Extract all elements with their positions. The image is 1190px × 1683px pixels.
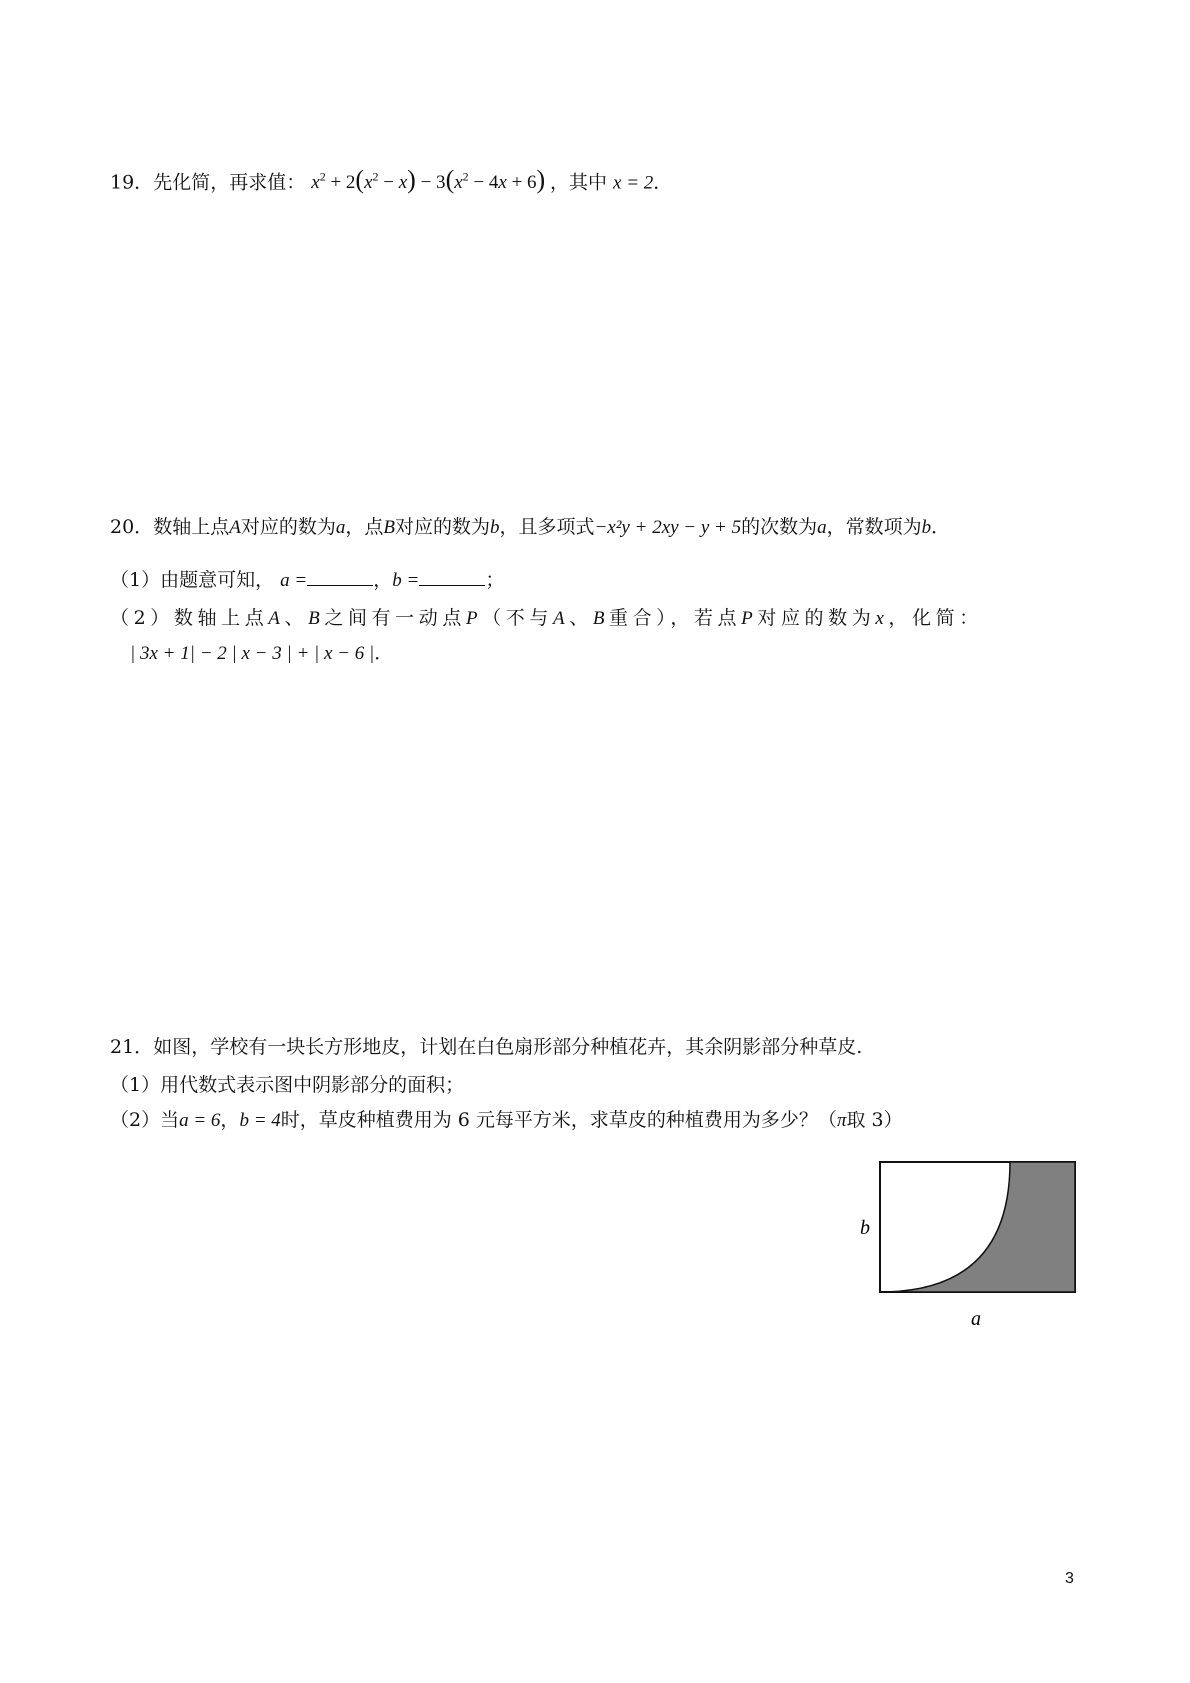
- q20-text-3: ，点: [345, 516, 384, 538]
- q21-text: 如图，学校有一块长方形地皮，计划在白色扇形部分种植花卉，其余阴影部分种草皮.: [153, 1036, 863, 1058]
- q20-sub2-t2: 之间有一动点: [324, 607, 466, 629]
- q20-sub2-t3: （不与: [482, 607, 553, 629]
- q21-sub2-a-value: a = 6: [179, 1110, 221, 1131]
- q21-sub2-t3: 取 3）: [846, 1109, 903, 1131]
- q20-sub-2-expression: [130, 640, 393, 667]
- q19-expression: $x^2 + 2(x^2 - x) - 3(x^2 - 4x + 6)$: [311, 165, 546, 195]
- q20-text-6: 的次数为: [741, 516, 818, 538]
- answer-blank-b[interactable]: [419, 569, 485, 586]
- answer-blank-a[interactable]: [307, 569, 373, 586]
- q20-number: 20．: [110, 516, 154, 538]
- q19-end: ．: [653, 171, 673, 194]
- q21-sub2-b-value: b = 4: [239, 1110, 281, 1131]
- q20-sub2-t4: 重合），若点: [609, 607, 742, 629]
- q20-point-b: B: [383, 517, 395, 538]
- q20-sub-1: [110, 567, 504, 594]
- q20-point-a: A: [229, 517, 241, 538]
- q20-sub2-point-p: P: [465, 608, 483, 629]
- q21-figure: [850, 1160, 1090, 1335]
- q20-text-4: 对应的数为: [394, 516, 490, 538]
- q20-text-2: 对应的数为: [240, 516, 336, 538]
- page-number: 3: [1065, 1570, 1074, 1587]
- question-19: [110, 164, 672, 196]
- q21-sub1-text: （1）用代数式表示图中阴影部分的面积；: [110, 1074, 465, 1096]
- q20-sub-2: [110, 605, 983, 632]
- q20-sub1-end: ；: [485, 569, 505, 591]
- q20-var-b-2: b: [921, 517, 932, 538]
- q20-sub2-point-a-2: A: [552, 608, 570, 629]
- q21-sub2-pi: π: [836, 1110, 847, 1131]
- q20-sub1-label: （1）由题意可知，: [110, 569, 275, 591]
- q20-sub2-point-a: A: [268, 608, 285, 629]
- question-20: [110, 514, 950, 541]
- q20-sub1-sep: ，: [373, 569, 393, 591]
- q21-sub-1: [110, 1072, 464, 1098]
- q20-text-5: ，且多项式: [499, 516, 595, 538]
- question-21: [110, 1034, 862, 1060]
- q20-sub2-point-b: B: [308, 608, 325, 629]
- q20-sub2-t1: 、: [284, 607, 309, 629]
- q20-var-b: b: [489, 517, 500, 538]
- q20-absolute-expression: | 3x + 1| − 2 | x − 3 | + | x − 6 |: [130, 643, 375, 664]
- q20-sub2-point-b-2: B: [592, 608, 610, 629]
- q20-var-a-2: a: [817, 517, 827, 538]
- q20-sub2-var-x: x: [875, 608, 889, 629]
- q19-lead: 先化简，再求值：: [153, 171, 306, 194]
- q20-polynomial: −x²y + 2xy − y + 5: [594, 517, 742, 538]
- q20-end: ．: [931, 516, 951, 538]
- q20-sub1-b-eq: b =: [392, 570, 420, 591]
- q19-tail: ，其中: [549, 171, 607, 194]
- q19-number: 19．: [110, 171, 154, 194]
- q20-sub1-a-eq: a =: [280, 570, 308, 591]
- q20-var-a: a: [335, 517, 346, 538]
- label-a: a: [971, 1308, 981, 1330]
- q21-sub2-sep: ，: [220, 1109, 240, 1131]
- q20-sub2-label: （2）数轴上点: [110, 607, 269, 629]
- label-b: b: [860, 1217, 870, 1239]
- q21-sub2-t1: （2）当: [110, 1109, 180, 1131]
- q20-sub2-point-p-2: P: [741, 608, 758, 629]
- q21-sub2-t2: 时，草皮种植费用为 6 元每平方米，求草皮的种植费用为多少？（: [280, 1109, 837, 1131]
- q20-sub2-end: ．: [374, 642, 394, 664]
- q20-sub2-t6: ，化简：: [888, 607, 983, 629]
- q19-condition: x = 2: [613, 172, 654, 194]
- q20-text-7: ，常数项为: [826, 516, 922, 538]
- q21-sub-2: [110, 1107, 903, 1134]
- q20-text-1: 数轴上点: [153, 516, 230, 538]
- q20-sub2-t5: 对应的数为: [757, 607, 876, 629]
- q21-number: 21．: [110, 1036, 154, 1058]
- q20-sub2-t1-2: 、: [569, 607, 593, 629]
